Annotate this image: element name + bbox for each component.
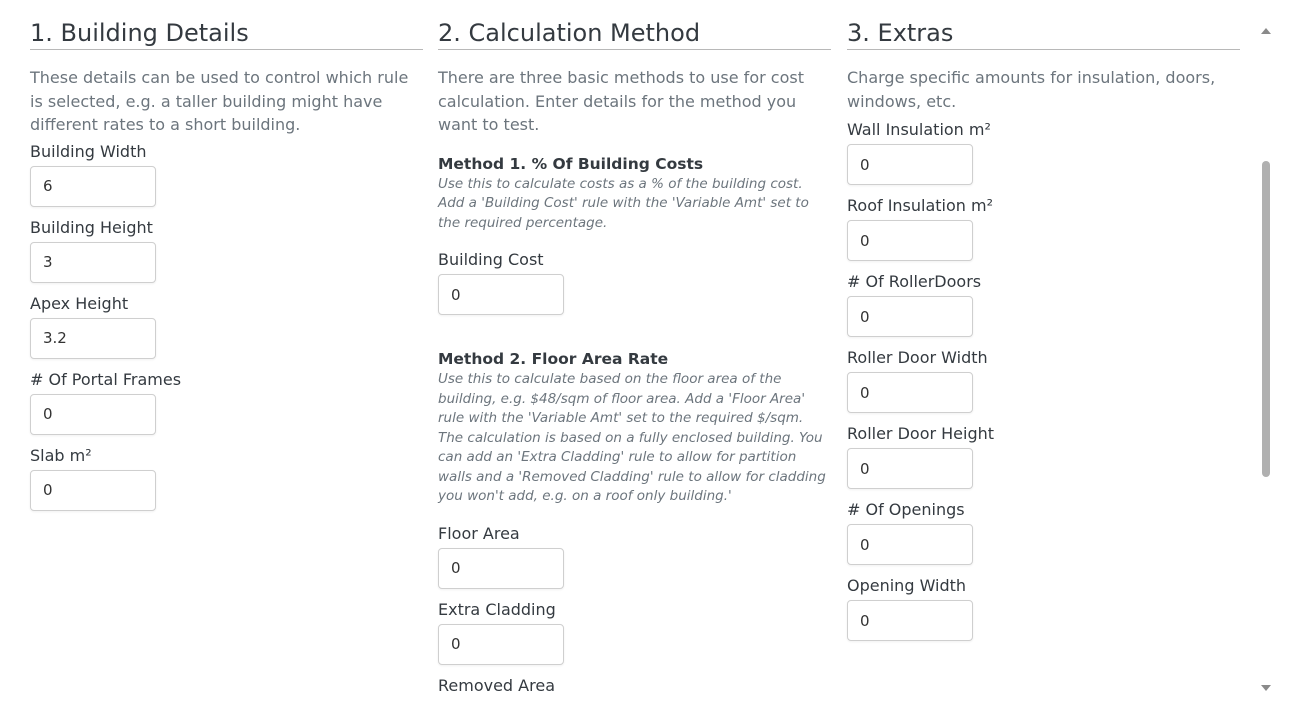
calculation-method-heading: 2. Calculation Method (438, 18, 831, 50)
building-details-description: These details can be used to control which rule is selected, e.g. a taller building might have different rates to a short building. (30, 68, 409, 134)
openings-count-input[interactable] (847, 524, 973, 565)
slab-field (30, 445, 423, 511)
calculation-method-section (438, 0, 831, 697)
scroll-up-arrow-icon[interactable] (1261, 28, 1271, 34)
roller-doors-count-field (847, 271, 1240, 337)
extras-description: Charge specific amounts for insulation, doors, windows, etc. (847, 68, 1216, 111)
roller-door-width-input[interactable] (847, 372, 973, 413)
removed-area-label: Removed Area (438, 675, 555, 695)
floor-area-label: Floor Area (438, 523, 520, 543)
roller-door-width-field (847, 347, 1240, 413)
roller-door-width-label: Roller Door Width (847, 348, 988, 367)
apex-height-label: Apex Height (30, 293, 129, 313)
scroll-down-arrow-icon[interactable] (1261, 685, 1271, 691)
building-cost-label: Building Cost (438, 250, 544, 269)
wall-insulation-input[interactable] (847, 144, 973, 185)
roof-insulation-input[interactable] (847, 220, 973, 261)
building-details-heading: 1. Building Details (30, 18, 423, 50)
building-cost-field (438, 249, 831, 315)
method-1-note: Use this to calculate costs as a % of the building cost. Add a 'Building Cost' rule with the 'Variable Amt' set to the required percentage. (438, 175, 809, 231)
portal-frames-label: # Of Portal Frames (30, 369, 182, 389)
wall-insulation-label: Wall Insulation m² (847, 120, 991, 139)
roof-insulation-label: Roof Insulation m² (847, 196, 994, 215)
extra-cladding-input[interactable] (438, 624, 564, 665)
extras-heading: 3. Extras (847, 18, 1240, 50)
building-width-input[interactable] (30, 166, 156, 207)
calculation-method-description: There are three basic methods to use for cost calculation. Enter details for the method you want to test. (438, 68, 804, 134)
building-height-input[interactable] (30, 242, 156, 283)
extra-cladding-field (438, 599, 831, 665)
building-height-field (30, 217, 423, 283)
floor-area-field (438, 523, 831, 589)
method-1-title: Method 1. % Of Building Costs (438, 154, 704, 173)
opening-width-input[interactable] (847, 600, 973, 641)
openings-count-label: # Of Openings (847, 500, 965, 519)
building-width-label: Building Width (30, 141, 147, 161)
slab-input[interactable] (30, 470, 156, 511)
roof-insulation-field (847, 195, 1240, 261)
building-cost-input[interactable] (438, 274, 564, 315)
roller-doors-count-input[interactable] (847, 296, 973, 337)
building-height-label: Building Height (30, 217, 153, 237)
apex-height-field (30, 293, 423, 359)
roller-doors-count-label: # Of RollerDoors (847, 272, 982, 291)
roller-door-height-label: Roller Door Height (847, 424, 995, 443)
scrollbar-thumb[interactable] (1262, 161, 1270, 477)
building-details-section (30, 0, 423, 511)
portal-frames-input[interactable] (30, 394, 156, 435)
roller-door-height-field (847, 423, 1240, 489)
slab-label: Slab m² (30, 445, 92, 465)
method-1-block (438, 154, 831, 316)
floor-area-input[interactable] (438, 548, 564, 589)
removed-area-field (438, 675, 831, 698)
method-2-note: Use this to calculate based on the floor area of the building, e.g. $48/sqm of floor area. Add a 'Floor Area' rule with the 'Variable Amt' set to the required $/sqm. The calculation is based on a fully enclosed building. You can add an 'Extra Cladding' rule to allow for partition walls and a 'Removed Cladding' rule to allow for cladding you won't add, e.g. on a roof only building.' (438, 371, 826, 504)
method-2-block (438, 349, 831, 697)
apex-height-input[interactable] (30, 318, 156, 359)
openings-count-field (847, 499, 1240, 565)
wall-insulation-field (847, 119, 1240, 185)
method-2-title: Method 2. Floor Area Rate (438, 350, 669, 368)
roller-door-height-input[interactable] (847, 448, 973, 489)
opening-width-label: Opening Width (847, 576, 967, 595)
building-width-field (30, 141, 423, 207)
vertical-scrollbar[interactable] (1259, 20, 1273, 697)
scrollbar-track[interactable] (1259, 38, 1273, 683)
opening-width-field (847, 575, 1240, 641)
portal-frames-field (30, 369, 423, 435)
extras-section (847, 0, 1240, 641)
extra-cladding-label: Extra Cladding (438, 599, 556, 619)
